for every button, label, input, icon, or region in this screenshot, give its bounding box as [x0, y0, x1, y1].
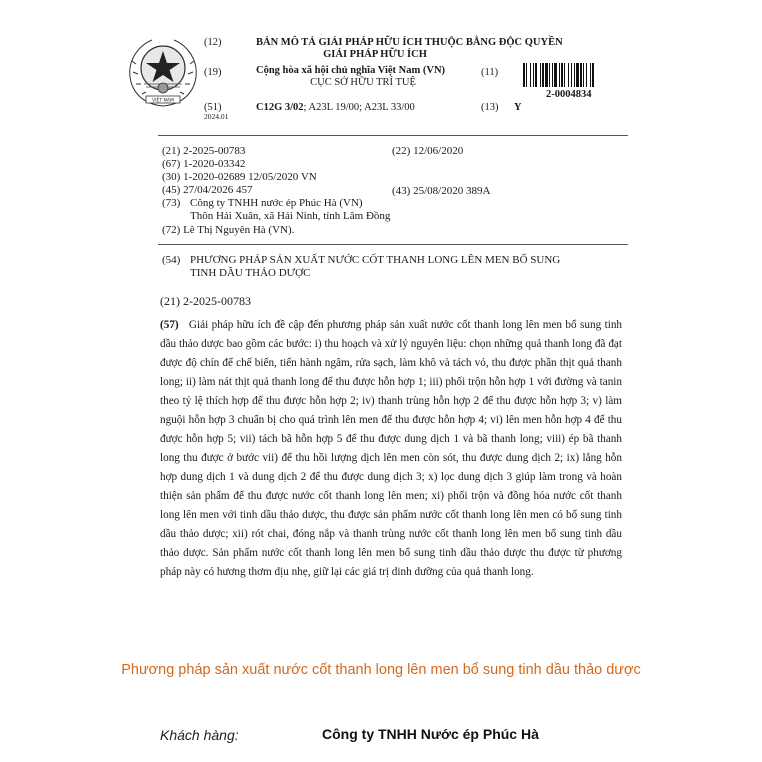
field-73-owner: Công ty TNHH nước ép Phúc Hà (VN) — [190, 197, 363, 209]
code-51: (51) — [204, 102, 222, 113]
field-73-address: Thôn Hải Xuân, xã Hải Ninh, tỉnh Lâm Đồng — [190, 210, 391, 222]
invention-title-line2: TINH DẦU THẢO DƯỢC — [190, 267, 311, 279]
field-45: (45) 27/04/2026 457 — [162, 184, 253, 196]
field-73-code: (73) — [162, 197, 181, 209]
code-19: (19) — [204, 67, 222, 78]
ipc-main: C12G 3/02 — [256, 102, 304, 113]
field-30: (30) 1-2020-02689 12/05/2020 VN — [162, 171, 317, 183]
ipc-classification — [256, 101, 415, 114]
application-number: (21) 2-2025-00783 — [160, 294, 251, 308]
code-11: (11) — [481, 67, 499, 78]
customer-name: Công ty TNHH Nước ép Phúc Hà — [322, 726, 539, 742]
abstract-text: Giải pháp hữu ích đề cập đến phương pháp sản xuất nước cốt thanh long lên men bổ sung tinh dầu thảo dược bao gồm các bước: i) thu hoạch và xử lý nguyên liệu: chọn những quả thanh long đã đạt được độ chín để chế biến, tiến hành ngâm, rửa sạch, làm khô và tách vỏ, thu được phần thịt quả thanh long; ii) làm nát thịt quả thanh long để thu được hỗn hợp 1; iii) phối trộn hỗn hợp 1 với đường và tanin theo tỷ lệ thích hợp để thu được hỗn hợp 2; iv) thanh trùng hỗn hợp 2 để thu được hỗn hợp 3; v) làm nguội hỗn hợp 3 chuẩn bị cho quá trình lên men để thu được hỗn hợp 4; vi) lên men hỗn hợp 4 để thu được hỗn hợp 5; vii) tách bã hỗn hợp 5 để thu được dung dịch 1 và bã thanh long; viii) ép bã thanh long thu được ở bước vii) để thu hồi lượng dịch lên men còn sót, thu được dung dịch 2; ix) lắng hỗn hợp dung dịch 1 và dung dịch 2 để thu được dung dịch 3; x) lọc dung dịch 3 giúp làm trong và hoàn thiện sản phẩm để thu được nước cốt thanh long lên men; xi) phối trộn và đồng hóa nước cốt thanh long lên men với tinh dầu thảo dược, thu được sản phẩm nước cốt thanh long lên men có bổ sung tinh dầu thảo dược; xii) rót chai, đóng nắp và thanh trùng nước cốt thanh long lên men bổ sung tinh dầu thảo dược. Sản phẩm nước cốt thanh long lên men bổ sung tinh dầu thảo dược thu được từ phương pháp này có hương thơm dịu nhẹ, giữ lại các giá trị dinh dưỡng của quả thanh long. — [160, 319, 623, 578]
document-title: BẢN MÔ TẢ GIẢI PHÁP HỮU ÍCH THUỘC BẰNG ĐỘC QUYỀN — [256, 37, 563, 48]
field-54-code: (54) — [162, 254, 181, 266]
abstract-code: (57) — [160, 319, 179, 331]
field-67: (67) 1-2020-03342 — [162, 158, 246, 170]
barcode-icon — [523, 63, 619, 87]
field-43: (43) 25/08/2020 389A — [392, 185, 491, 197]
code-12: (12) — [204, 37, 222, 48]
svg-text:VIỆT NAM: VIỆT NAM — [152, 98, 174, 104]
field-21: (21) 2-2025-00783 — [162, 145, 246, 157]
ipc-secondary: ; A23L 19/00; A23L 33/00 — [303, 102, 415, 113]
country-name: Cộng hòa xã hội chủ nghĩa Việt Nam (VN) — [256, 65, 446, 76]
vietnam-national-emblem-icon — [122, 34, 204, 110]
divider — [158, 135, 628, 136]
customer-label: Khách hàng: — [160, 727, 239, 743]
ipc-edition: 2024.01 — [204, 112, 229, 121]
invention-title: PHƯƠNG PHÁP SẢN XUẤT NƯỚC CỐT THANH LONG LÊN MEN BỔ SUNG — [190, 254, 561, 266]
abstract — [160, 316, 622, 582]
document-title-line2: GIẢI PHÁP HỮU ÍCH — [323, 49, 427, 60]
code-13: (13) — [481, 102, 499, 113]
kind-code: Y — [514, 102, 522, 113]
product-caption: Phương pháp sản xuất nước cốt thanh long lên men bổ sung tinh dầu thảo dược — [121, 662, 641, 678]
office-name: CỤC SỞ HỮU TRÍ TUỆ — [310, 77, 416, 88]
field-72: (72) Lê Thị Nguyên Hà (VN). — [162, 224, 295, 236]
field-22: (22) 12/06/2020 — [392, 145, 464, 157]
divider — [158, 244, 628, 245]
publication-number: 2-0004834 — [546, 89, 592, 100]
